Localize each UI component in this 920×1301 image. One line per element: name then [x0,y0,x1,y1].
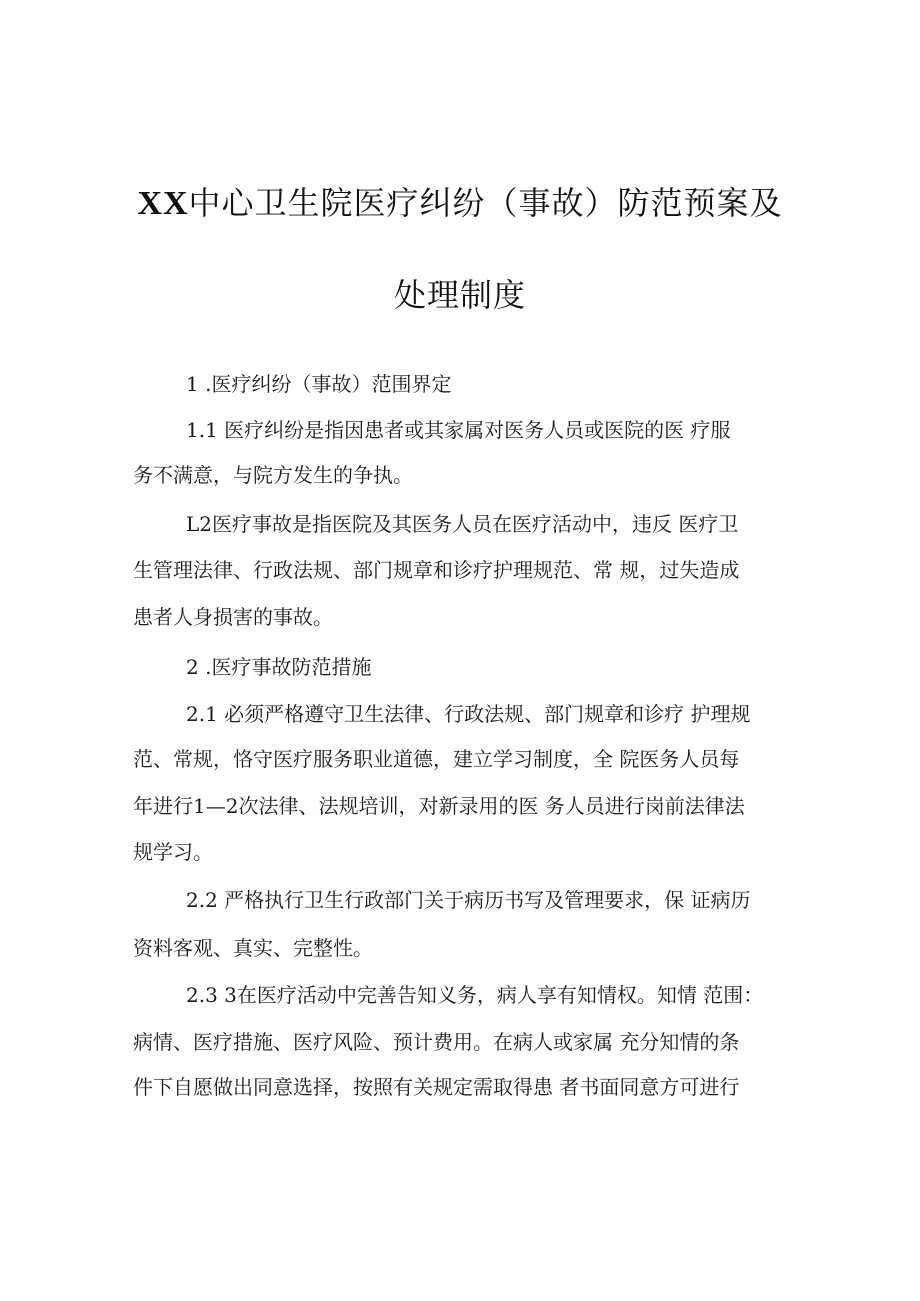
paragraph-line: 件下自愿做出同意选择，按照有关规定需取得患 者书面同意方可进行 [133,1075,740,1099]
paragraph-line: 范、常规，恪守医疗服务职业道德，建立学习制度，全 院医务人员每 [133,747,740,771]
paragraph-line: 病情、医疗措施、医疗风险、预计费用。在病人或家属 充分知情的条 [133,1030,740,1054]
paragraph-line: 务不满意，与院方发生的争执。 [133,463,413,487]
document-title-line-1 [0,178,920,224]
title-line-1-text: 中心卫生院医疗纠纷（事故）防范预案及 [188,184,783,222]
section-1-heading: 1 .医疗纠纷（事故）范围界定 [186,372,452,396]
paragraph-line: 2.1 必须严格遵守卫生法律、行政法规、部门规章和诊疗 护理规 [186,702,751,726]
paragraph-line: 患者人身损害的事故。 [133,605,333,629]
paragraph-line: 2.3 3在医疗活动中完善告知义务，病人享有知情权。知情 范围： [186,983,764,1007]
document-title-line-2: 处理制度 [393,276,526,314]
paragraph-line: 2.2 严格执行卫生行政部门关于病历书写及管理要求，保 证病历 [186,888,751,912]
paragraph-line: 生管理法律、行政法规、部门规章和诊疗护理规范、常 规，过失造成 [133,558,740,582]
paragraph-line: 资料客观、真实、完整性。 [133,936,373,960]
paragraph-line: 1.1 医疗纠纷是指因患者或其家属对医务人员或医院的医 疗服 [186,418,731,442]
section-2-heading: 2 .医疗事故防范措施 [186,655,372,679]
paragraph-line: L2医疗事故是指医院及其医务人员在医疗活动中，违反 医疗卫 [186,512,739,536]
title-prefix: XX [137,185,189,222]
paragraph-line: 年进行1—2次法律、法规培训，对新录用的医 务人员进行岗前法律法 [133,794,745,818]
paragraph-line: 规学习。 [133,840,213,864]
